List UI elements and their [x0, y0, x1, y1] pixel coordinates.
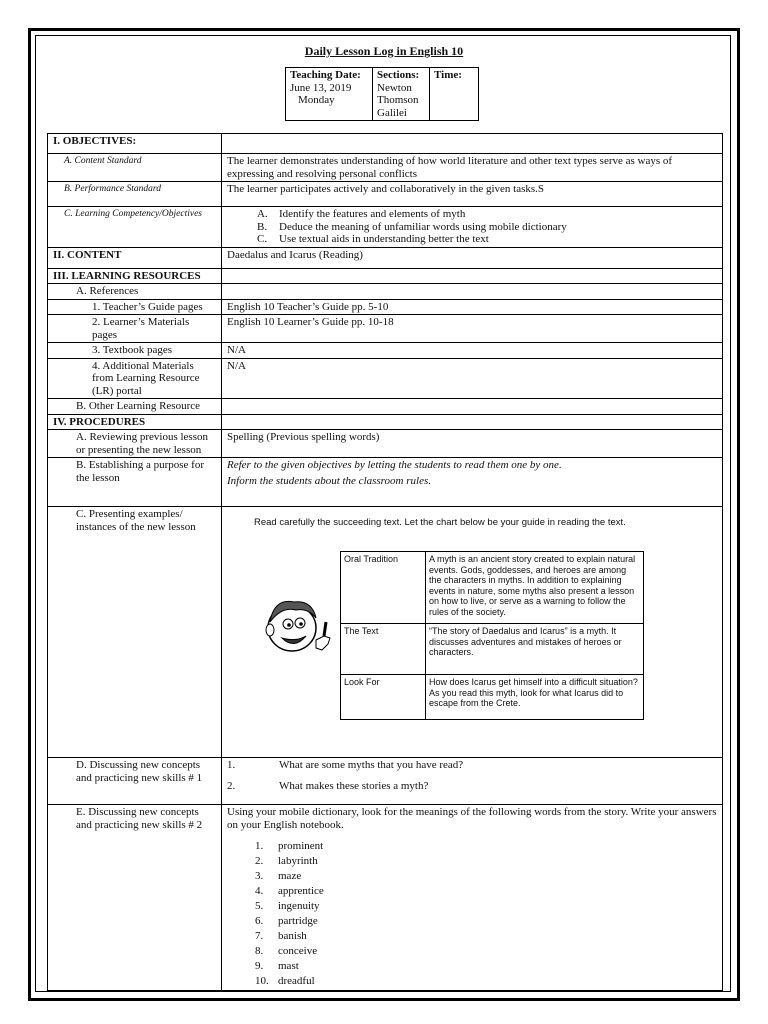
vocabulary-word: apprentice	[278, 885, 324, 897]
procedures-heading: IV. PROCEDURES	[48, 414, 222, 430]
content-standard-value: The learner demonstrates understanding of how world literature and other text types serve as ways of expressing and resolving personal conflicts	[222, 154, 723, 182]
list-item	[227, 759, 717, 772]
competency-text: Identify the features and elements of myth	[279, 208, 466, 220]
additional-materials-value: N/A	[222, 358, 723, 399]
other-resources-label: B. Other Learning Resource	[48, 399, 222, 415]
table-row	[48, 315, 723, 343]
table-row	[48, 134, 723, 154]
table-row	[48, 284, 723, 300]
competency-text: Use textual aids in understanding better the text	[279, 233, 489, 245]
guide-row-label: The Text	[341, 624, 426, 675]
content-heading: II. CONTENT	[48, 247, 222, 268]
list-marker: 6.	[255, 915, 264, 927]
table-row	[341, 624, 644, 675]
list-item	[227, 780, 717, 793]
competency-label: C. Learning Competency/Objectives	[48, 207, 222, 248]
list-marker: 3.	[255, 870, 264, 882]
guide-row-label: Look For	[341, 675, 426, 720]
procedure-b-line: Refer to the given objectives by letting the students to read them one by one.	[227, 459, 562, 471]
list-item	[257, 221, 717, 234]
list-item	[255, 959, 717, 974]
list-marker: B.	[257, 220, 268, 233]
list-item	[255, 884, 717, 899]
reading-guide-intro: Read carefully the succeeding text. Let the chart below be your guide in reading the text.	[254, 517, 626, 528]
sections-label: Sections:	[377, 69, 420, 81]
reading-guide	[222, 507, 722, 757]
question-text: What are some myths that you have read?	[279, 759, 464, 771]
procedure-e-label: E. Discussing new concepts and practicing new skills # 2	[48, 805, 222, 991]
table-row	[48, 399, 723, 415]
content-value: Daedalus and Icarus (Reading)	[222, 247, 723, 268]
teaching-date-value: June 13, 2019	[290, 81, 352, 94]
table-row	[48, 414, 723, 430]
list-marker: 10.	[255, 975, 269, 987]
table-row	[48, 268, 723, 284]
procedure-c-label: C. Presenting examples/ instances of the new lesson	[48, 507, 222, 758]
teaching-date-cell	[286, 68, 373, 121]
list-item	[255, 854, 717, 869]
section-item: Newton	[377, 81, 412, 94]
table-row	[48, 507, 723, 758]
teaching-date-label: Teaching Date:	[290, 69, 361, 81]
procedure-d-cell	[222, 758, 723, 805]
vocabulary-word: partridge	[278, 915, 318, 927]
table-row	[48, 430, 723, 458]
list-marker: 1.	[255, 840, 264, 852]
references-label: A. References	[48, 284, 222, 300]
table-row	[48, 358, 723, 399]
competency-list	[227, 208, 717, 246]
procedure-e-instruction: Using your mobile dictionary, look for the meanings of the following words from the story. Write your answers on your English notebook.	[227, 806, 717, 831]
table-row	[48, 182, 723, 207]
document-title: Daily Lesson Log in English 10	[304, 44, 464, 58]
list-marker: 7.	[255, 930, 264, 942]
objectives-heading: I. OBJECTIVES:	[48, 134, 222, 154]
list-marker: 5.	[255, 900, 264, 912]
time-cell	[430, 68, 479, 121]
vocabulary-list	[255, 839, 717, 989]
vocabulary-word: labyrinth	[278, 855, 318, 867]
list-marker: 8.	[255, 945, 264, 957]
teaching-day-value: Monday	[298, 94, 335, 106]
list-item	[255, 899, 717, 914]
procedure-d-label: D. Discussing new concepts and practicing new skills # 1	[48, 758, 222, 805]
list-item	[255, 914, 717, 929]
cartoon-boy-illustration	[260, 592, 340, 667]
vocabulary-word: ingenuity	[278, 900, 320, 912]
resources-heading: III. LEARNING RESOURCES	[48, 268, 222, 284]
discussion-questions	[227, 759, 717, 792]
time-label: Time:	[434, 69, 462, 81]
additional-materials-label: 4. Additional Materials from Learning Resource (LR) portal	[48, 358, 222, 399]
reading-guide-chart	[340, 551, 644, 720]
competency-text: Deduce the meaning of unfamiliar words using mobile dictionary	[279, 220, 567, 233]
table-row	[48, 299, 723, 315]
guide-row-label: Oral Tradition	[341, 552, 426, 624]
list-marker: A.	[257, 208, 268, 220]
guide-row-text: “The story of Daedalus and Icarus” is a myth. It discusses adventures and mistakes of heroes or characters.	[426, 624, 644, 675]
vocabulary-word: banish	[278, 930, 307, 942]
textbook-label: 3. Textbook pages	[48, 343, 222, 359]
performance-standard-label: B. Performance Standard	[48, 182, 222, 207]
procedure-a-value: Spelling (Previous spelling words)	[222, 430, 723, 458]
table-row	[48, 207, 723, 248]
procedure-e-cell	[222, 805, 723, 991]
table-row	[48, 758, 723, 805]
vocabulary-word: maze	[278, 870, 302, 882]
schedule-table	[285, 67, 479, 121]
procedure-b-label: B. Establishing a purpose for the lesson	[48, 458, 222, 507]
list-item	[255, 839, 717, 854]
list-marker: 9.	[255, 960, 264, 972]
teachers-guide-value: English 10 Teacher’s Guide pp. 5-10	[222, 299, 723, 315]
lesson-log-table	[47, 133, 723, 991]
table-row	[341, 675, 644, 720]
table-row	[48, 343, 723, 359]
list-marker: 2.	[255, 855, 264, 867]
list-item	[255, 869, 717, 884]
performance-standard-value: The learner participates actively and collaboratively in the given tasks.S	[222, 182, 723, 207]
guide-row-text: A myth is an ancient story created to explain natural events. Gods, goddesses, and heroes are among the characters in myths. In addition to explaining events in nature, some myths also present a lesson on how to live, or serve as a warning to follow the rules of the society.	[426, 552, 644, 624]
content-standard-label: A. Content Standard	[48, 154, 222, 182]
vocabulary-word: mast	[278, 960, 299, 972]
sections-cell	[373, 68, 430, 121]
procedure-b-line: Inform the students about the classroom rules.	[227, 474, 431, 487]
question-text: What makes these stories a myth?	[279, 779, 429, 792]
vocabulary-word: conceive	[278, 945, 318, 957]
list-marker: 4.	[255, 885, 264, 897]
vocabulary-word: prominent	[278, 840, 324, 852]
table-row	[48, 154, 723, 182]
procedure-b-cell	[222, 458, 723, 507]
table-row	[48, 458, 723, 507]
list-item	[255, 929, 717, 944]
list-item	[257, 233, 717, 246]
procedure-c-cell	[222, 507, 723, 758]
list-marker: C.	[257, 233, 268, 245]
list-item	[257, 208, 717, 221]
vocabulary-word: dreadful	[278, 975, 315, 987]
list-marker: 2.	[227, 779, 236, 792]
learners-materials-label: 2. Learner’s Materials pages	[48, 315, 222, 343]
section-item: Galilei	[377, 106, 407, 119]
teachers-guide-label: 1. Teacher’s Guide pages	[48, 299, 222, 315]
table-row	[48, 805, 723, 991]
competency-list-cell	[222, 207, 723, 248]
list-marker: 1.	[227, 759, 236, 771]
list-item	[255, 974, 717, 989]
textbook-value: N/A	[222, 343, 723, 359]
procedure-a-label: A. Reviewing previous lesson or presenting the new lesson	[48, 430, 222, 458]
section-item: Thomson	[377, 94, 419, 106]
table-row	[341, 552, 644, 624]
guide-row-text: How does Icarus get himself into a difficult situation? As you read this myth, look for what Icarus did to escape from the Crete.	[426, 675, 644, 720]
list-item	[255, 944, 717, 959]
learners-materials-value: English 10 Learner’s Guide pp. 10-18	[222, 315, 723, 343]
table-row	[48, 247, 723, 268]
